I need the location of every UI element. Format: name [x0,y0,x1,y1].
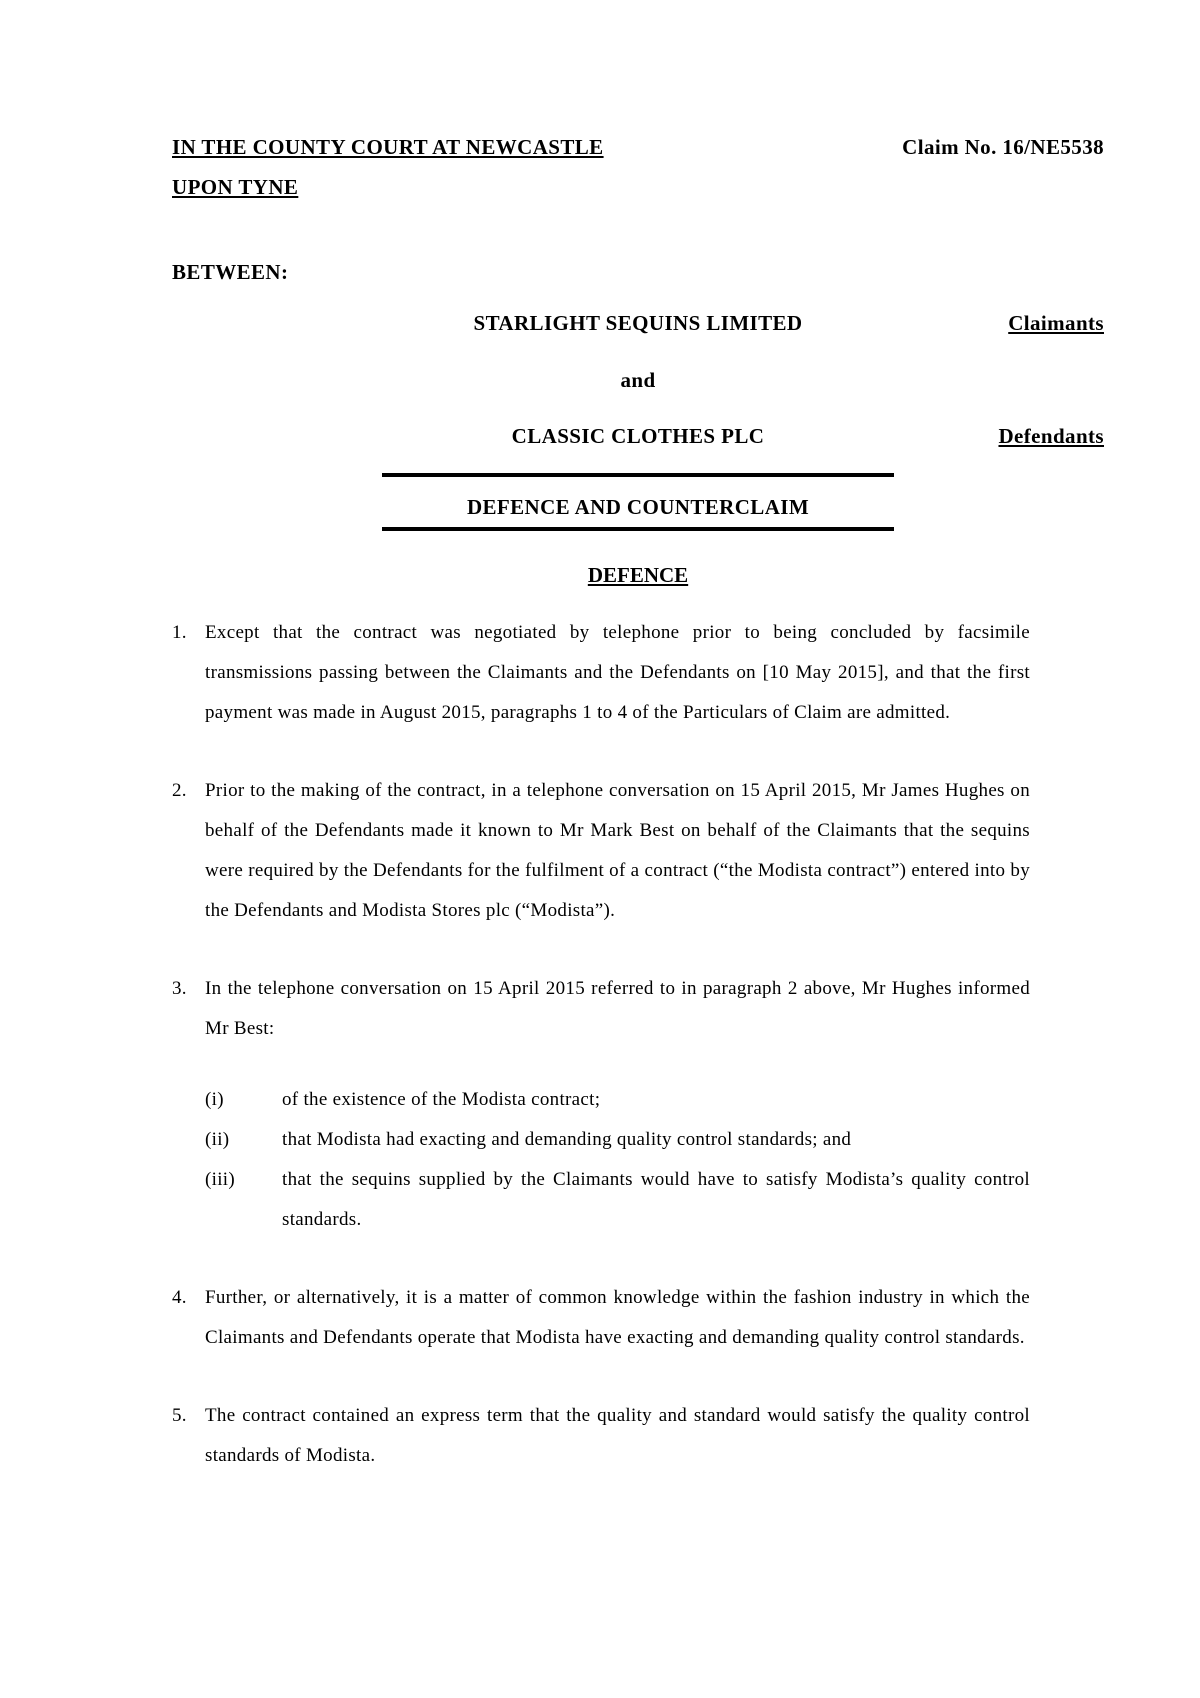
defence-section-heading [172,555,1104,595]
paragraph-number: 2. [172,780,187,801]
parties-conjunction [172,360,1104,400]
subitem-text: that the sequins supplied by the Claimants would have to satisfy Modista’s quality control standards. [282,1169,1030,1230]
claimant-row [172,303,1104,343]
title-rule-bottom [382,527,894,531]
and-separator: and [620,368,656,392]
title-rule-top [382,473,894,477]
paragraph-text: Further, or alternatively, it is a matter of common knowledge within the fashion industry in which the Claimants and Defendants operate that Modista have exacting and demanding quality control standards. [205,1287,1030,1348]
paragraph-number: 3. [172,978,187,999]
subitem-marker: (ii) [205,1129,230,1150]
subitem [205,1160,1030,1240]
document-title: DEFENCE AND COUNTERCLAIM [466,495,810,519]
defendant-name: CLASSIC CLOTHES PLC [511,424,765,448]
defendant-row [172,416,1104,456]
paragraph [172,1396,1030,1476]
subitem [205,1120,1030,1160]
paragraph-text: In the telephone conversation on 15 April 2015 referred to in paragraph 2 above, Mr Hughes informed Mr Best: [205,978,1030,1039]
claimant-name: STARLIGHT SEQUINS LIMITED [473,311,803,335]
claimant-role-label: Claimants [1008,311,1104,335]
defence-paragraphs [172,613,1030,1476]
paragraph [172,613,1030,733]
paragraph [172,969,1030,1240]
subitem-text: of the existence of the Modista contract; [282,1089,601,1110]
paragraph-text: The contract contained an express term that the quality and standard would satisfy the quality control standards of Modista. [205,1405,1030,1466]
claim-number: Claim No. 16/NE5538 [902,135,1104,159]
document-content [172,0,1104,1514]
paragraph-number: 5. [172,1405,187,1426]
paragraph-text: Prior to the making of the contract, in a telephone conversation on 15 April 2015, Mr James Hughes on behalf of the Defendants made it known to Mr Mark Best on behalf of the Claimants that the sequins were required by the Defendants for the fulfilment of a contract (“the Modista contract”) entered into by the Defendants and Modista Stores plc (“Modista”). [205,780,1030,921]
paragraph-text: Except that the contract was negotiated by telephone prior to being concluded by facsimile transmissions passing between the Claimants and the Defendants on [10 May 2015], and that the first payment was made in August 2015, paragraphs 1 to 4 of the Particulars of Claim are admitted. [205,622,1030,723]
court-name: IN THE COUNTY COURT AT NEWCASTLE UPON TYNE [172,135,604,199]
defendant-role-label: Defendants [998,424,1104,448]
court-header [172,0,1104,207]
subitem-text: that Modista had exacting and demanding quality control standards; and [282,1129,852,1150]
paragraph-number: 4. [172,1287,187,1308]
defence-heading-text: DEFENCE [587,563,689,587]
paragraph [172,1278,1030,1358]
subitem-list [205,1080,1030,1240]
subitem [205,1080,1030,1120]
paragraph [172,771,1030,931]
subitem-marker: (i) [205,1089,224,1110]
subitem-marker: (iii) [205,1169,235,1190]
paragraph-number: 1. [172,622,187,643]
between-label: BETWEEN: [172,260,289,284]
